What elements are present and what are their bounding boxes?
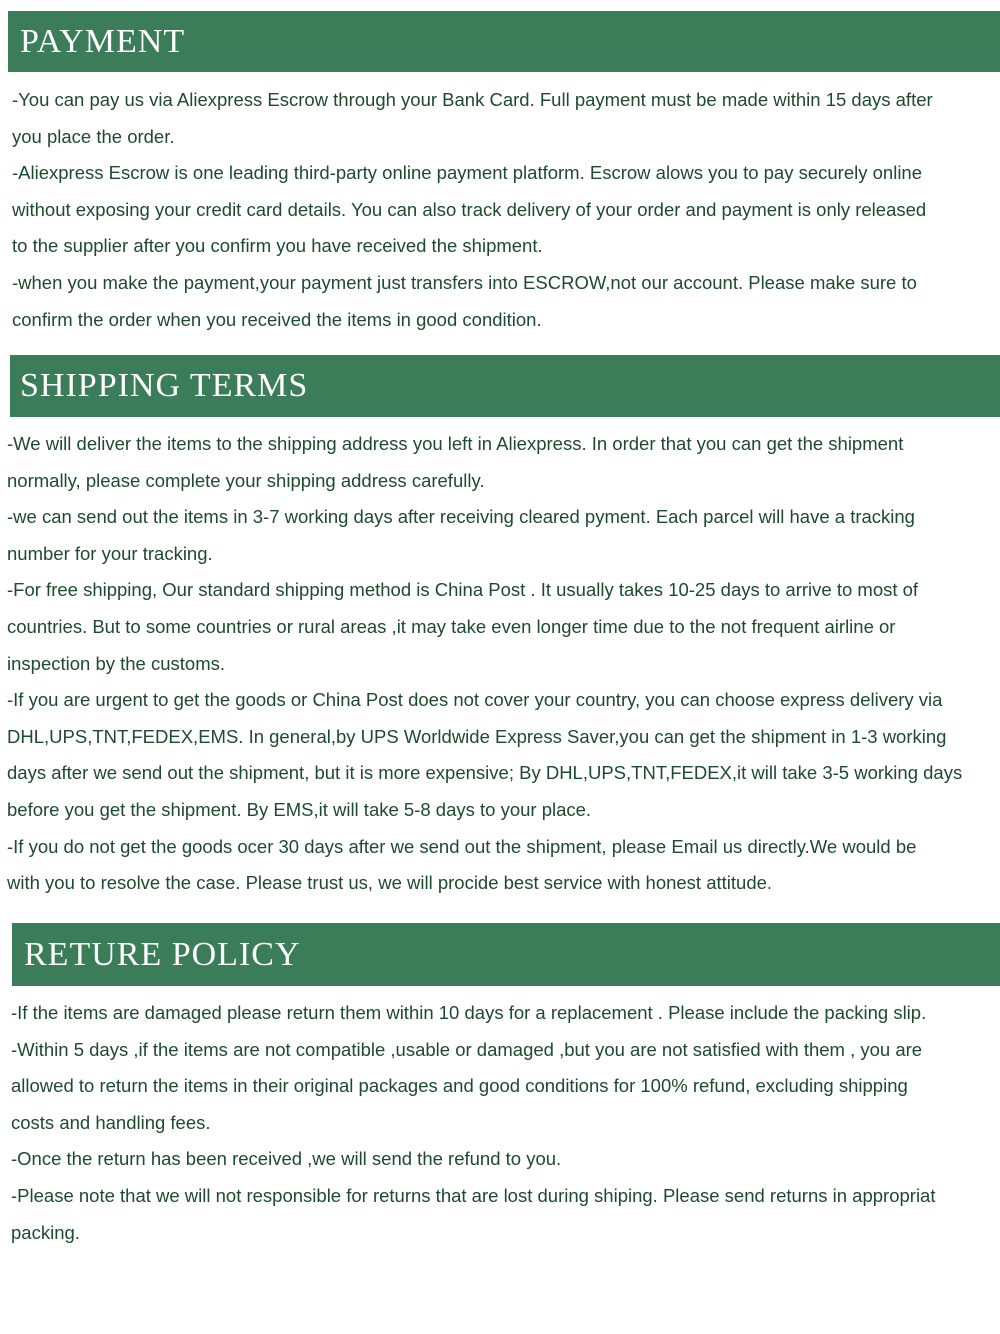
payment-title: PAYMENT (20, 22, 186, 60)
payment-body (12, 82, 933, 338)
shipping-line: -We will deliver the items to the shipping address you left in Aliexpress. In order that you can get the shipment (7, 433, 904, 454)
return-header (12, 923, 1000, 986)
shipping-line: days after we send out the shipment, but it is more expensive; By DHL,UPS,TNT,FEDEX,it will take 3-5 working days (7, 762, 963, 784)
return-line: -If the items are damaged please return them within 10 days for a replacement . Please include the packing slip. (11, 1002, 927, 1023)
return-line: -Once the return has been received ,we will send the refund to you. (11, 1148, 562, 1170)
return-line: allowed to return the items in their original packages and good conditions for 100% refund, excluding shipping (11, 1075, 908, 1097)
shipping-header (10, 355, 1000, 417)
payment-line: to the supplier after you confirm you have received the shipment. (12, 235, 543, 257)
shipping-line: -we can send out the items in 3-7 working days after receiving cleared pyment. Each parcel will have a tracking (7, 506, 915, 528)
return-line: -Please note that we will not responsible for returns that are lost during shiping. Please send returns in appropriat (11, 1184, 936, 1206)
payment-line: -when you make the payment,your payment just transfers into ESCROW,not our account. Please make sure to (12, 271, 917, 293)
shipping-line: countries. But to some countries or rural areas ,it may take even longer time due to the not frequent airline or (7, 615, 896, 637)
shipping-line: normally, please complete your shipping address carefully. (7, 469, 485, 491)
payment-line: you place the order. (12, 125, 175, 147)
payment-header (8, 11, 1000, 72)
return-title: RETURE POLICY (24, 935, 301, 973)
return-line: -Within 5 days ,if the items are not compatible ,usable or damaged ,but you are not satisfied with them , you are (11, 1038, 923, 1060)
payment-line: -Aliexpress Escrow is one leading third-party online payment platform. Escrow alows you to pay securely online (12, 162, 923, 184)
shipping-line: DHL,UPS,TNT,FEDEX,EMS. In general,by UPS Worldwide Express Saver,you can get the shipment in 1-3 working (7, 725, 947, 747)
shipping-line: number for your tracking. (7, 542, 213, 564)
shipping-line: before you get the shipment. By EMS,it will take 5-8 days to your place. (7, 798, 592, 820)
shipping-line: with you to resolve the case. Please trust us, we will procide best service with honest attitude. (7, 872, 773, 894)
payment-line: confirm the order when you received the items in good condition. (12, 308, 542, 330)
payment-line: -You can pay us via Aliexpress Escrow through your Bank Card. Full payment must be made within 15 days after (12, 89, 933, 110)
shipping-line: -If you do not get the goods ocer 30 days after we send out the shipment, please Email us directly.We would be (7, 835, 917, 857)
return-body (11, 995, 936, 1251)
return-line: costs and handling fees. (11, 1111, 211, 1133)
shipping-line: -If you are urgent to get the goods or China Post does not cover your country, you can choose express delivery via (7, 689, 943, 711)
shipping-title: SHIPPING TERMS (20, 367, 309, 404)
shipping-line: -For free shipping, Our standard shipping method is China Post . It usually takes 10-25 days to arrive to most of (7, 579, 919, 601)
shipping-line: inspection by the customs. (7, 652, 225, 674)
payment-line: without exposing your credit card details. You can also track delivery of your order and payment is only released (12, 198, 927, 220)
shipping-body (7, 426, 962, 902)
return-line: packing. (11, 1221, 80, 1243)
